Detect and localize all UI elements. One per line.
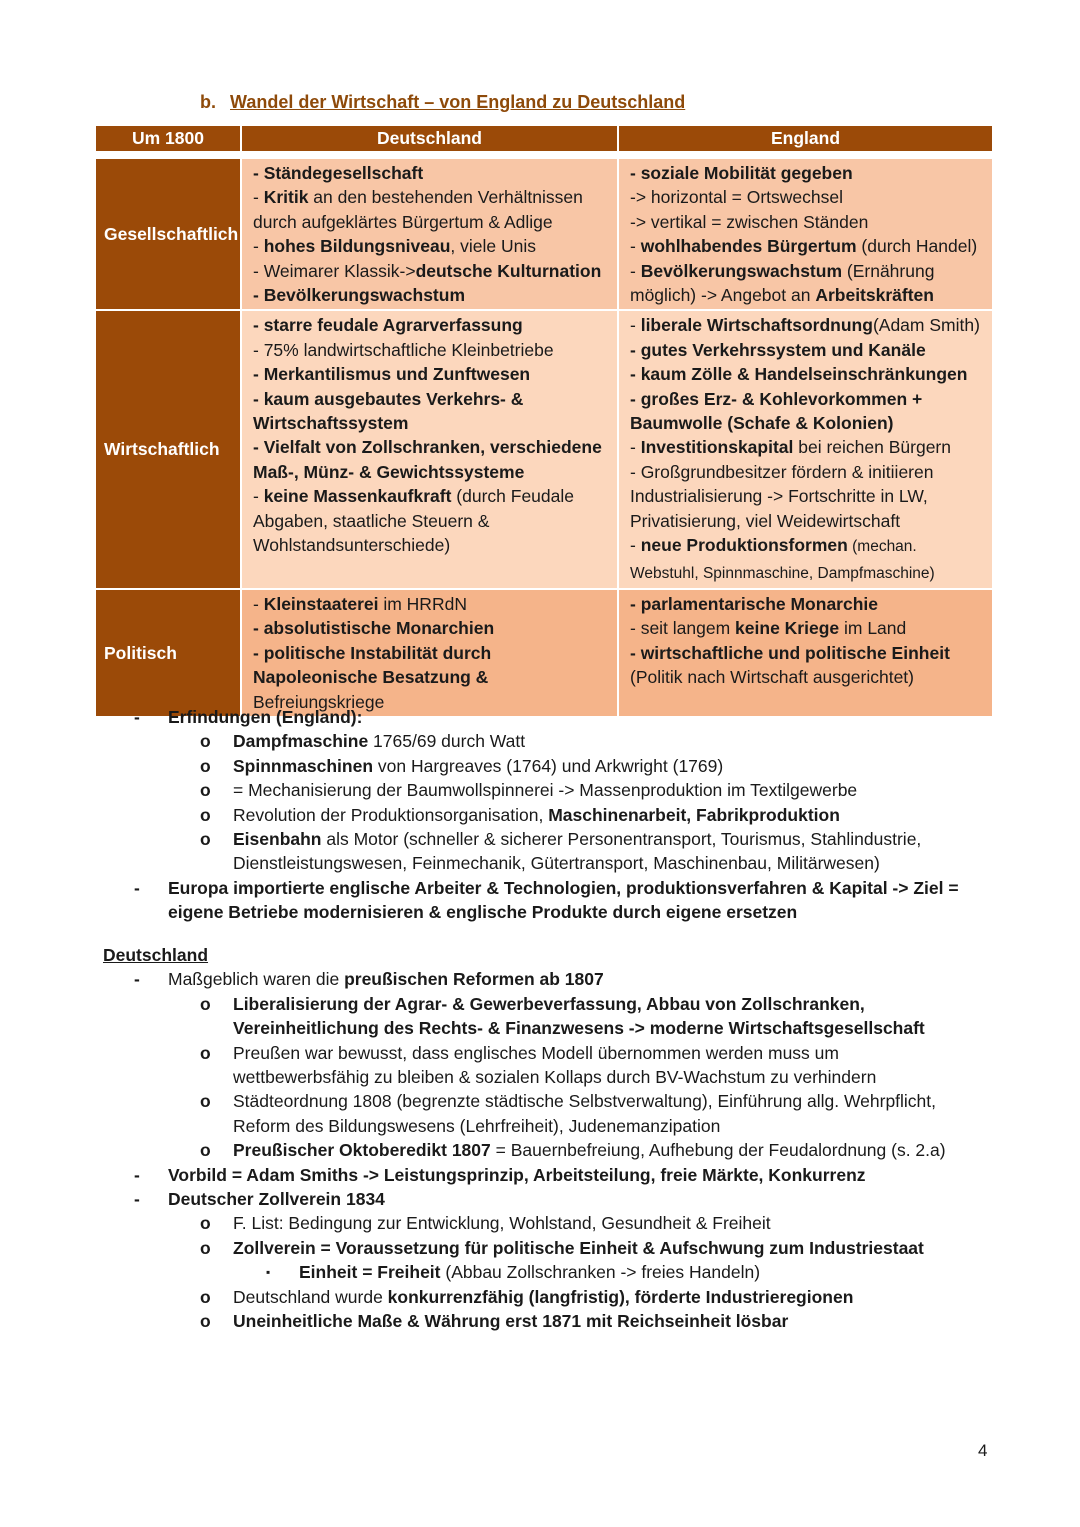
bold-text: - gutes Verkehrssystem und Kanäle xyxy=(630,339,926,360)
bold-text: Napoleonische Besatzung & xyxy=(253,667,489,688)
bold-text: Maschinenarbeit, Fabrikproduktion xyxy=(548,804,840,825)
text: durch aufgeklärtes Bürgertum & Adlige xyxy=(253,211,553,232)
cell-line xyxy=(253,616,611,640)
text: - xyxy=(630,315,641,336)
text: (mechan. xyxy=(847,538,917,556)
text: - seit langem xyxy=(630,618,736,639)
bullet: - xyxy=(134,877,140,898)
list-item xyxy=(94,1089,1014,1113)
text: , viele Unis xyxy=(450,236,536,257)
list-item xyxy=(94,992,1014,1016)
bold-text: - wirtschaftliche und politische Einheit xyxy=(630,642,950,663)
cell-line xyxy=(253,283,611,307)
cell-line xyxy=(630,234,986,258)
cell-line xyxy=(630,161,986,185)
cell-line xyxy=(253,665,611,689)
bold-text: deutsche Kulturnation xyxy=(415,260,602,281)
cell-germany xyxy=(241,589,618,717)
text: (Politik nach Wirtschaft ausgerichtet) xyxy=(630,667,914,688)
header-germany: Deutschland xyxy=(241,125,618,152)
bold-text: - Merkantilismus und Zunftwesen xyxy=(253,364,531,385)
page-number: 4 xyxy=(978,1441,988,1460)
text: wettbewerbsfähig zu bleiben & sozialen Kollaps durch BV-Wachstum zu verhindern xyxy=(233,1067,877,1088)
bold-text: - Vielfalt von Zollschranken, verschiedene xyxy=(253,437,602,458)
bullet: - xyxy=(134,1189,140,1210)
text: - xyxy=(253,187,264,208)
text: an den bestehenden Verhältnissen xyxy=(308,187,583,208)
list-item xyxy=(94,851,1014,875)
cell-line xyxy=(630,509,986,533)
bold-text: Bevölkerungswachstum xyxy=(640,260,843,281)
text: (durch Handel) xyxy=(856,236,978,257)
bullet: o xyxy=(200,993,211,1014)
bullet: o xyxy=(200,1237,211,1258)
text: Deutschland wurde xyxy=(233,1286,388,1307)
bold-text: - starre feudale Agrarverfassung xyxy=(253,315,523,336)
bullet: o xyxy=(200,780,211,801)
bullet: o xyxy=(200,1091,211,1112)
cell-line xyxy=(253,509,611,533)
text: - xyxy=(253,236,264,257)
text: von Hargreaves (1764) und Arkwright (1769) xyxy=(373,755,724,776)
cell-line xyxy=(253,641,611,665)
text: als Motor (schneller & sicherer Personentransport, Tourismus, Stahlindustrie, xyxy=(321,829,922,850)
text: - xyxy=(630,260,641,281)
text: (Abbau Zollschranken -> freies Handeln) xyxy=(440,1262,761,1283)
text: - Großgrundbesitzer fördern & initiieren xyxy=(630,461,934,482)
header-era: Um 1800 xyxy=(95,125,241,152)
bold-text: preußischen Reformen ab 1807 xyxy=(344,969,604,990)
bold-text: - kaum Zölle & Handelseinschränkungen xyxy=(630,364,968,385)
cell-england xyxy=(618,589,993,717)
list-item xyxy=(94,778,1014,802)
text: im HRRdN xyxy=(378,593,467,614)
text: - xyxy=(253,486,264,507)
bold-text: Eisenbahn xyxy=(233,829,322,850)
text: Dienstleistungswesen, Feinmechanik, Gütertransport, Maschinenbau, Militärwesen) xyxy=(233,853,880,874)
cell-line xyxy=(630,560,986,586)
germany-list xyxy=(94,967,1014,1333)
cell-line xyxy=(253,185,611,209)
bold-text: - Ständegesellschaft xyxy=(253,163,424,183)
bold-text: Investitionskapital xyxy=(640,437,794,458)
bold-text: - absolutistische Monarchien xyxy=(253,618,495,639)
cell-germany xyxy=(241,158,618,310)
bold-text: eigene Betriebe modernisieren & englische Produkte durch eigene ersetzen xyxy=(168,902,798,923)
section-subtitle: Deutschland xyxy=(103,945,209,965)
bold-text: Baumwolle (Schafe & Kolonien) xyxy=(630,413,894,434)
cell-line xyxy=(253,362,611,386)
table-header-row xyxy=(95,125,993,152)
cell-line xyxy=(630,387,986,411)
bold-text: liberale Wirtschaftsordnung xyxy=(640,315,873,336)
list-item xyxy=(94,1211,1014,1235)
bullet: ▪ xyxy=(266,1265,271,1280)
text: - 75% landwirtschaftliche Kleinbetriebe xyxy=(253,339,554,360)
cell-line xyxy=(630,313,986,337)
germany-section xyxy=(94,943,1014,1334)
text: Industrialisierung -> Fortschritte in LW, xyxy=(630,486,928,507)
bullet: o xyxy=(200,1140,211,1161)
bold-text: Wirtschaftssystem xyxy=(253,413,409,434)
bold-text: Maß-, Münz- & Gewichtssysteme xyxy=(253,461,525,482)
bold-text: Vorbild = Adam Smiths -> Leistungsprinzip, Arbeitsteilung, freie Märkte, Konkurrenz xyxy=(168,1164,866,1185)
bold-text: Kritik xyxy=(263,187,309,208)
cell-line xyxy=(630,435,986,459)
section-letter: b. xyxy=(200,92,216,112)
bullet: o xyxy=(200,731,211,752)
row-label: Politisch xyxy=(95,589,241,717)
bold-text: keine Kriege xyxy=(735,618,840,639)
bold-text: - parlamentarische Monarchie xyxy=(630,593,878,614)
section-title: Wandel der Wirtschaft – von England zu Deutschland xyxy=(230,92,686,112)
bold-text: konkurrenzfähig (langfristig), förderte Industrieregionen xyxy=(387,1286,854,1307)
cell-england xyxy=(618,310,993,588)
text: Wohlstandsunterschiede) xyxy=(253,535,451,556)
cell-line xyxy=(253,210,611,234)
table-row xyxy=(95,589,993,717)
header-england: England xyxy=(618,125,993,152)
list-item xyxy=(94,900,1014,924)
list-item xyxy=(94,1309,1014,1333)
bullet: o xyxy=(200,755,211,776)
bold-text: Dampfmaschine xyxy=(233,731,369,752)
list-item xyxy=(94,1041,1014,1065)
bold-text: - soziale Mobilität gegeben xyxy=(630,163,853,183)
list-item xyxy=(94,1114,1014,1138)
text: - xyxy=(253,593,264,614)
cell-line xyxy=(253,460,611,484)
text: F. List: Bedingung zur Entwicklung, Wohlstand, Gesundheit & Freiheit xyxy=(233,1213,771,1234)
table-row xyxy=(95,158,993,310)
text: = Bauernbefreiung, Aufhebung der Feudalordnung (s. 2.a) xyxy=(490,1140,946,1161)
cell-line xyxy=(630,484,986,508)
text: Reform des Bildungswesens (Lehrfreiheit), Judenemanzipation xyxy=(233,1115,721,1136)
text: Maßgeblich waren die xyxy=(168,969,345,990)
list-item xyxy=(94,705,1014,729)
text: Preußen war bewusst, dass englisches Modell übernommen werden muss um xyxy=(233,1042,839,1063)
text: (durch Feudale xyxy=(451,486,575,507)
bold-text: Erfindungen (England): xyxy=(168,707,363,727)
text: = Mechanisierung der Baumwollspinnerei -> Massenproduktion im Textilgewerbe xyxy=(233,780,858,801)
bullet: - xyxy=(134,707,140,727)
cell-line xyxy=(253,234,611,258)
cell-line xyxy=(253,338,611,362)
cell-line xyxy=(253,592,611,616)
bold-text: wohlhabendes Bürgertum xyxy=(640,236,857,257)
text: (Ernährung xyxy=(842,260,935,281)
list-item xyxy=(94,1138,1014,1162)
text: -> horizontal = Ortswechsel xyxy=(630,187,844,208)
bold-text: Kleinstaaterei xyxy=(263,593,379,614)
bullet: o xyxy=(200,804,211,825)
cell-germany xyxy=(241,310,618,588)
bold-text: Uneinheitliche Maße & Währung erst 1871 mit Reichseinheit lösbar xyxy=(233,1311,789,1332)
text: -> vertikal = zwischen Ständen xyxy=(630,211,869,232)
text: 1765/69 durch Watt xyxy=(368,731,526,752)
text: - Weimarer Klassik-> xyxy=(253,260,416,281)
table-row xyxy=(95,310,993,588)
text: möglich) -> Angebot an xyxy=(630,285,816,306)
list-item xyxy=(94,1285,1014,1309)
list-item xyxy=(94,729,1014,753)
cell-line xyxy=(630,283,986,307)
list-item xyxy=(94,967,1014,991)
cell-line xyxy=(253,435,611,459)
bullet: o xyxy=(200,1311,211,1332)
bullet: - xyxy=(134,1164,140,1185)
text: bei reichen Bürgern xyxy=(793,437,951,458)
bold-text: Arbeitskräften xyxy=(815,285,934,306)
bold-text: - politische Instabilität durch xyxy=(253,642,492,663)
cell-line xyxy=(253,313,611,337)
cell-line xyxy=(630,533,986,559)
text: Privatisierung, viel Weidewirtschaft xyxy=(630,510,901,531)
list-item xyxy=(94,876,1014,900)
bullet: o xyxy=(200,1042,211,1063)
cell-england xyxy=(618,158,993,310)
cell-line xyxy=(630,210,986,234)
bold-text: hohes Bildungsniveau xyxy=(263,236,451,257)
list-item xyxy=(94,1260,1014,1284)
list-item xyxy=(94,827,1014,851)
bullet: o xyxy=(200,1213,211,1234)
cell-line xyxy=(630,185,986,209)
list-item xyxy=(94,1065,1014,1089)
cell-line xyxy=(253,484,611,508)
bold-text: Liberalisierung der Agrar- & Gewerbeverfassung, Abbau von Zollschranken, xyxy=(233,993,865,1014)
cell-line xyxy=(630,411,986,435)
text: - xyxy=(630,535,641,556)
bold-text: - großes Erz- & Kohlevorkommen + xyxy=(630,388,923,409)
cell-line xyxy=(253,411,611,435)
bold-text: Zollverein = Voraussetzung für politische Einheit & Aufschwung zum Industriestaat xyxy=(233,1237,924,1258)
bold-text: Europa importierte englische Arbeiter & Technologien, produktionsverfahren & Kapital -> Ziel = xyxy=(168,877,959,898)
list-item xyxy=(94,754,1014,778)
cell-line xyxy=(253,259,611,283)
bold-text: keine Massenkaufkraft xyxy=(263,486,452,507)
text: Abgaben, staatliche Steuern & xyxy=(253,510,490,531)
list-item xyxy=(94,1163,1014,1187)
cell-line xyxy=(253,533,611,557)
cell-line xyxy=(253,387,611,411)
inventions-list xyxy=(94,705,1014,925)
list-item xyxy=(94,803,1014,827)
bold-text: - Bevölkerungswachstum xyxy=(253,285,465,306)
section-heading xyxy=(200,92,685,113)
cell-line xyxy=(630,460,986,484)
text: Befreiungskriege xyxy=(253,691,385,712)
list-item xyxy=(94,1187,1014,1211)
cell-line xyxy=(630,641,986,665)
row-label: Wirtschaftlich xyxy=(95,310,241,588)
cell-line xyxy=(630,665,986,689)
cell-line xyxy=(630,616,986,640)
text: Webstuhl, Spinnmaschine, Dampfmaschine) xyxy=(630,564,935,582)
comparison-table xyxy=(94,124,994,718)
row-label: Gesellschaftlich xyxy=(95,158,241,310)
bullet: - xyxy=(134,969,140,990)
text: Städteordnung 1808 (begrenzte städtische Selbstverwaltung), Einführung allg. Wehrpflicht, xyxy=(233,1091,937,1112)
bold-text: Spinnmaschinen xyxy=(233,755,374,776)
list-item xyxy=(94,1236,1014,1260)
bold-text: Einheit = Freiheit xyxy=(299,1262,441,1283)
bullet: o xyxy=(200,829,211,850)
text: - xyxy=(630,236,641,257)
cell-line xyxy=(253,161,611,185)
bold-text: Deutscher Zollverein 1834 xyxy=(168,1189,385,1210)
cell-line xyxy=(630,592,986,616)
text: - xyxy=(630,437,641,458)
bullet: o xyxy=(200,1286,211,1307)
text: im Land xyxy=(839,618,907,639)
cell-line xyxy=(630,338,986,362)
bold-text: - kaum ausgebautes Verkehrs- & xyxy=(253,388,524,409)
cell-line xyxy=(630,362,986,386)
text: (Adam Smith) xyxy=(872,315,980,336)
text: Revolution der Produktionsorganisation, xyxy=(233,804,549,825)
bold-text: Preußischer Oktoberedikt 1807 xyxy=(233,1140,491,1161)
list-item xyxy=(94,1016,1014,1040)
cell-line xyxy=(630,259,986,283)
bold-text: neue Produktionsformen xyxy=(640,535,848,556)
bold-text: Vereinheitlichung des Rechts- & Finanzwesens -> moderne Wirtschaftsgesellschaft xyxy=(233,1018,925,1039)
